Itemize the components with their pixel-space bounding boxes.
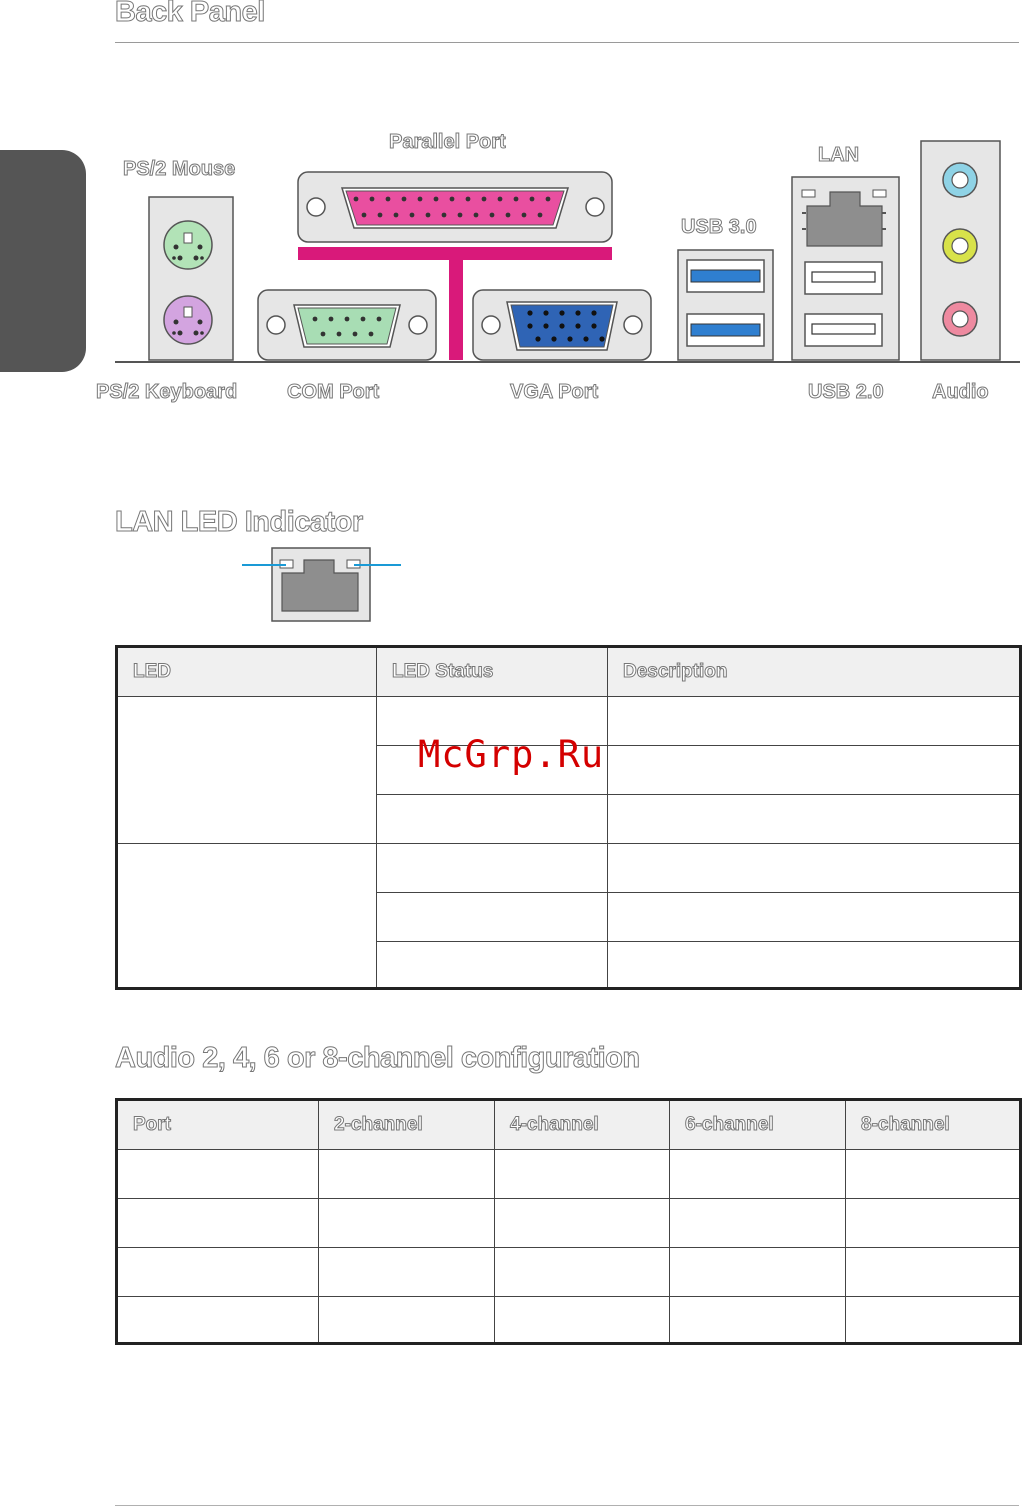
side-chapter-tab [0, 150, 86, 372]
ps2-ports [149, 197, 233, 360]
header-description: Description [623, 661, 728, 682]
ps2-mouse-port [164, 221, 212, 269]
ps2-keyboard-port [164, 296, 212, 344]
usb30-ports [678, 250, 773, 360]
audio-jacks [921, 141, 1000, 360]
label-usb30: USB 3.0 [681, 216, 757, 238]
parallel-port [298, 172, 612, 242]
header-port: Port [133, 1114, 171, 1135]
header-6-channel: 6-channel [685, 1114, 774, 1135]
label-lan: LAN [818, 144, 860, 166]
label-vga-port: VGA Port [510, 381, 599, 403]
table-header-row [117, 647, 1021, 697]
header-4-channel: 4-channel [510, 1114, 599, 1135]
back-panel-diagram [110, 135, 1023, 375]
lan-led-diagram [240, 545, 405, 625]
table-row [117, 844, 1021, 893]
section-title-lan-led: LAN LED Indicator [115, 506, 363, 538]
label-com-port: COM Port [287, 381, 380, 403]
lan-usb20-ports [792, 177, 899, 360]
table-row [117, 1297, 1021, 1344]
table-row [117, 1150, 1021, 1199]
header-led: LED [133, 661, 171, 682]
audio-config-table [115, 1098, 1022, 1345]
vga-port [473, 290, 651, 360]
label-ps2-mouse: PS/2 Mouse [123, 158, 236, 180]
section-title-back-panel: Back Panel [115, 0, 265, 28]
accent-bracket-vertical [449, 247, 463, 360]
section-title-audio: Audio 2, 4, 6 or 8-channel configuration [115, 1042, 640, 1074]
table-row [117, 1199, 1021, 1248]
table-row [117, 1248, 1021, 1297]
watermark-text: McGrp.Ru [418, 733, 605, 776]
label-usb20: USB 2.0 [808, 381, 884, 403]
lan-led-table [115, 645, 1022, 990]
header-8-channel: 8-channel [861, 1114, 950, 1135]
title-rule [115, 42, 1019, 43]
header-led-status: LED Status [392, 661, 494, 682]
table-header-row [117, 1100, 1021, 1150]
label-audio: Audio [932, 381, 989, 403]
label-parallel-port: Parallel Port [389, 131, 506, 153]
com-port [258, 290, 436, 360]
header-2-channel: 2-channel [334, 1114, 423, 1135]
footer-rule [115, 1505, 1019, 1506]
label-ps2-keyboard: PS/2 Keyboard [96, 381, 238, 403]
